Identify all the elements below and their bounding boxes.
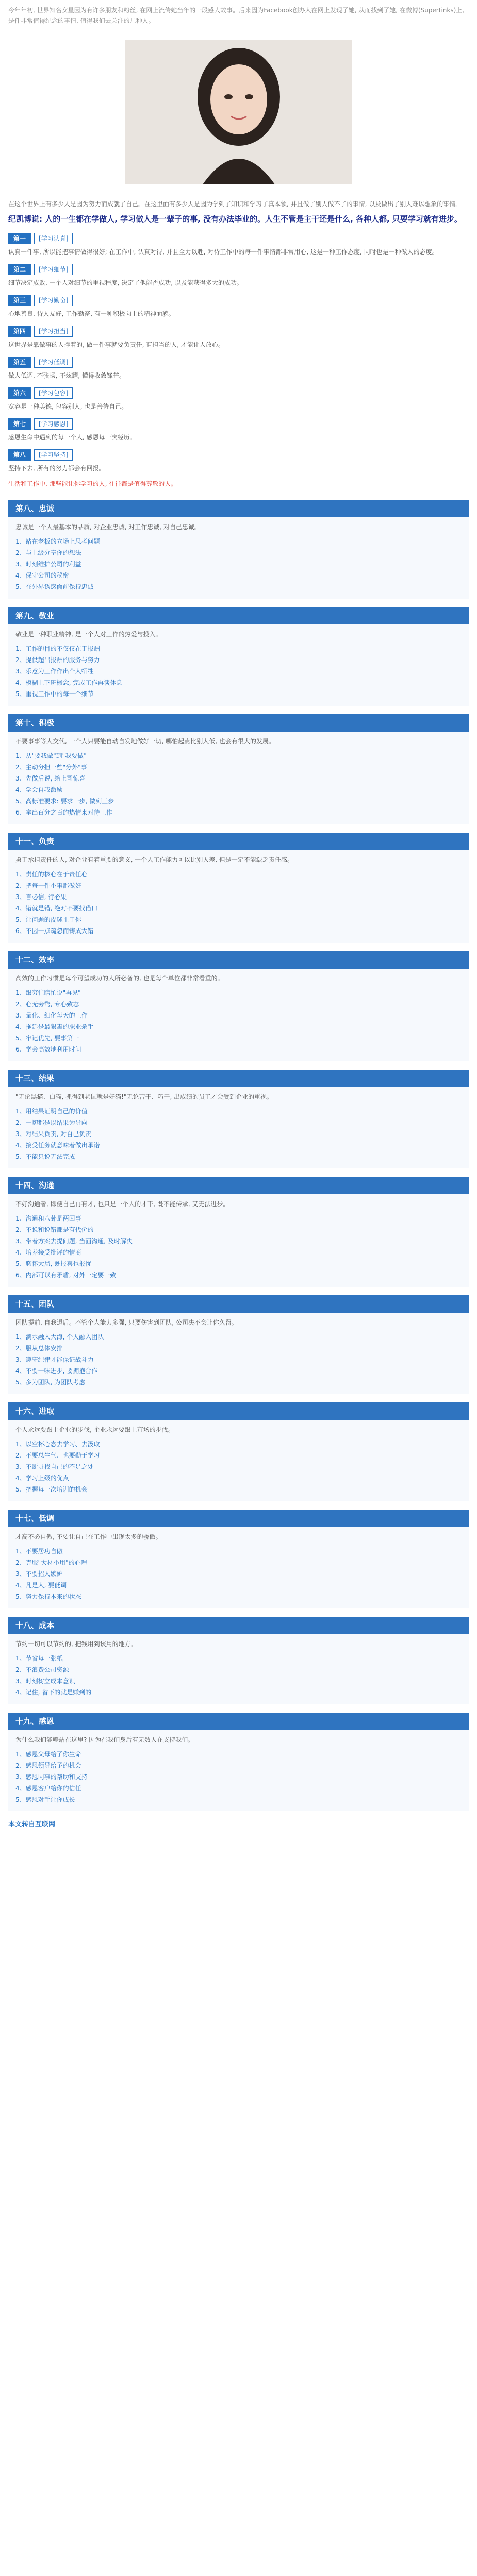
section-paragraph: 感恩生命中遇到的每一个人, 感恩每一次经历。: [8, 434, 136, 441]
section-head: [8, 295, 469, 306]
block-body: [8, 1527, 469, 1608]
block-lead: 不要事事等人交代, 一个人只要能自动自发地做好一切, 哪怕起点比别人低, 也会有很大的发展。: [15, 738, 275, 745]
block-point: 3、时刻树立成本意识: [15, 1677, 75, 1685]
block-point: 2、不要总生气、也要勤于学习: [15, 1452, 100, 1459]
section-head: [8, 387, 469, 399]
block-point: 2、一切都是以结果为导向: [15, 1119, 88, 1126]
block-point: 1、从"要我做"到"我要做": [15, 752, 87, 759]
source-note: 本文转自互联网: [8, 1821, 56, 1828]
block-point: 5、在外界诱惑面前保持忠诚: [15, 583, 94, 590]
block-title-bar: 十六、进取: [8, 1402, 469, 1420]
block-point: 3、不要招人嫉妒: [15, 1570, 63, 1578]
intro-text: 今年年初, 世界知名女星因为有许多朋友和粉丝, 在网上流传她当年的一段感人故事。后来因为Facebook创办人在网上发现了她, 从而找到了她, 在微博(Supertinks)上, 是件非常值得纪念的事情, 值得我们去关注的几种人。: [8, 7, 465, 24]
portrait-illustration: [125, 40, 352, 184]
section-paragraph: 这世界是靠做事的人撑着的, 做一件事就要负责任, 有担当的人, 才能让人放心。: [8, 341, 224, 348]
section-paragraph: 坚持下去, 所有的努力都会有回报。: [8, 465, 105, 472]
block-point: 2、不说和说错都是有代价的: [15, 1226, 94, 1233]
section-tag: [学习感恩]: [34, 418, 73, 430]
block-body: [8, 1634, 469, 1704]
block-point: 4、凡是人, 要低调: [15, 1582, 67, 1589]
blocks-list: [0, 500, 477, 1811]
section-paragraph: 细节决定成败, 一个人对细节的重视程度, 决定了他能否成功, 以及能获得多大的成功。: [8, 279, 243, 286]
block-title-bar: 十七、低调: [8, 1510, 469, 1527]
block-lead: 忠诚是一个人最基本的品质, 对企业忠诚, 对工作忠诚, 对自己忠诚。: [15, 523, 201, 531]
block-body: [8, 517, 469, 599]
block-point: 2、克服"大材小用"的心理: [15, 1559, 87, 1566]
block-point: 4、培养接受批评的情商: [15, 1249, 81, 1256]
block-point: 5、重视工作中的每一个细节: [15, 690, 94, 698]
section-number-badge: 第二: [8, 264, 31, 275]
block-point: 3、时刻维护公司的利益: [15, 561, 81, 568]
block-point: 1、沟通和八卦是两回事: [15, 1215, 81, 1222]
block-point: 2、主动分担一些"分外"事: [15, 764, 87, 771]
section-number-badge: 第四: [8, 326, 31, 337]
block-title-bar: 十四、沟通: [8, 1177, 469, 1194]
block-point: 6、内部可以有矛盾, 对外一定要一致: [15, 1272, 117, 1279]
block-point: 1、责任的核心在于责任心: [15, 871, 88, 878]
section-tag: [学习认真]: [34, 233, 73, 244]
block-point: 1、不要居功自傲: [15, 1548, 63, 1555]
section-head: [8, 326, 469, 337]
block-point: 4、接受任务就意味着做出承诺: [15, 1142, 100, 1149]
block-lead: 节约一切可以节约的, 把钱用到该用的地方。: [15, 1640, 137, 1648]
block-point: 2、感恩领导给予的机会: [15, 1762, 81, 1769]
block-point: 2、不浪费公司资源: [15, 1666, 69, 1673]
section-paragraph: 宽容是一种美德, 包容别人, 也是善待自己。: [8, 403, 128, 410]
block-title-bar: 十一、负责: [8, 833, 469, 850]
block-point: 3、乐意为工作作出个人牺牲: [15, 668, 94, 675]
block-point: 5、胸怀大局, 既报喜也报忧: [15, 1260, 92, 1267]
block-point: 1、节省每一张纸: [15, 1655, 63, 1662]
section-head: [8, 418, 469, 430]
section-tag: [学习低调]: [34, 357, 73, 368]
block-point: 1、站在老板的立场上思考问题: [15, 538, 100, 545]
section-head: [8, 264, 469, 275]
section-paragraph: 做人低调, 不张扬, 不炫耀, 懂得收敛锋芒。: [8, 372, 125, 379]
block-body: [8, 969, 469, 1061]
block-point: 5、让问题的皮球止于你: [15, 916, 81, 923]
block-point: 3、先做后说, 给上司惊喜: [15, 775, 86, 782]
block-point: 1、滴水融入大海, 个人融入团队: [15, 1333, 104, 1341]
section-number-badge: 第三: [8, 295, 31, 306]
block-body: [8, 850, 469, 943]
block-point: 5、不能只说无法完成: [15, 1153, 75, 1160]
block-point: 1、跟穷忙瞎忙说"再见": [15, 989, 81, 996]
block-point: 4、学会自我激励: [15, 786, 63, 793]
block-title-bar: 十八、成本: [8, 1617, 469, 1634]
block-title-bar: 十二、效率: [8, 951, 469, 969]
block-body: [8, 1313, 469, 1394]
section-number-badge: 第七: [8, 418, 31, 430]
block-point: 3、感恩同事的帮助和支持: [15, 1773, 88, 1781]
closing-note: 生活和工作中, 那些能让你学习的人, 往往都是值得尊敬的人。: [8, 480, 177, 487]
block-point: 4、模糊上下班概念, 完成工作再谈休息: [15, 679, 123, 686]
section-number-badge: 第六: [8, 387, 31, 399]
block-point: 3、对结果负责, 对自己负责: [15, 1130, 92, 1138]
block-lead: 勇于承担责任的人, 对企业有着重要的意义, 一个人工作能力可以比别人差, 但是一定不能缺乏责任感。: [15, 856, 293, 863]
block-point: 2、心无旁骛, 专心致志: [15, 1001, 79, 1008]
block-point: 1、感恩父母给了你生命: [15, 1751, 81, 1758]
block-point: 6、拿出百分之百的热情来对待工作: [15, 809, 112, 816]
block-body: [8, 1087, 469, 1168]
block-title-bar: 第八、忠诚: [8, 500, 469, 517]
section-tag: [学习包容]: [34, 387, 73, 399]
section-number-badge: 第五: [8, 357, 31, 368]
block-point: 6、不因一点疏忽而铸成大错: [15, 927, 94, 935]
block-point: 5、努力保持本来的状态: [15, 1593, 81, 1600]
lead-quote: 纪凯博说: 人的一生都在学做人, 学习做人是一辈子的事, 没有办法毕业的。人生不管是主干还是什么, 各种人都, 只要学习就有进步。: [8, 214, 462, 224]
section-tag: [学习勤奋]: [34, 295, 73, 306]
block-point: 4、不要一味进步, 要拥抱合作: [15, 1367, 98, 1375]
block-title-bar: 第九、敬业: [8, 607, 469, 624]
section-tag: [学习担当]: [34, 326, 73, 337]
block-point: 2、提供超出报酬的服务与努力: [15, 656, 100, 664]
photo-caption: 在这个世界上有多少人是因为努力而成就了自己。在这里面有多少人是因为学到了知识和学习了真本领, 并且做了别人做不了的事情, 以及做出了别人难以想象的事情。: [8, 200, 462, 208]
block-point: 5、多为团队, 为团队考虑: [15, 1379, 86, 1386]
block-point: 1、工作的目的不仅仅在于报酬: [15, 645, 100, 652]
block-title-bar: 十五、团队: [8, 1295, 469, 1313]
block-point: 3、遵守纪律才能保证战斗力: [15, 1356, 94, 1363]
block-point: 2、服从总体安排: [15, 1345, 63, 1352]
section-head: [8, 449, 469, 461]
block-point: 2、把每一件小事都做好: [15, 882, 81, 889]
block-point: 3、言必信, 行必果: [15, 893, 67, 901]
block-point: 5、牢记优先, 要事第一: [15, 1035, 79, 1042]
block-body: [8, 1730, 469, 1811]
section-tag: [学习坚持]: [34, 449, 73, 461]
block-point: 3、带着方案去提问题, 当面沟通, 及时解决: [15, 1238, 133, 1245]
block-point: 5、高标准要求: 要求一步, 做到三步: [15, 798, 114, 805]
block-point: 6、学会高效地利用时间: [15, 1046, 81, 1053]
section-number-badge: 第一: [8, 233, 31, 244]
block-body: [8, 732, 469, 824]
block-title-bar: 十三、结果: [8, 1070, 469, 1087]
block-point: 1、以空杯心态去学习、去汲取: [15, 1440, 100, 1448]
block-lead: 敬业是一种职业精神, 是一个人对工作的热爱与投入。: [15, 631, 162, 638]
block-body: [8, 1194, 469, 1287]
block-lead: 团队提前, 自我退后。不管个人能力多强, 只要伤害到团队, 公司决不会让你久留。: [15, 1319, 238, 1326]
section-head: [8, 357, 469, 368]
block-point: 4、拖延是最狠毒的职业杀手: [15, 1023, 94, 1030]
block-lead: "无论黑猫、白猫, 抓得到老鼠就是好猫!"无论苦干、巧干, 出成绩的员工才会受到企业的重视。: [15, 1093, 273, 1100]
portrait-image: [125, 40, 352, 184]
section-number-badge: 第八: [8, 449, 31, 461]
block-point: 5、感恩对手让你成长: [15, 1796, 75, 1803]
block-point: 4、保守公司的秘密: [15, 572, 69, 579]
block-body: [8, 1420, 469, 1501]
sections-list: [0, 233, 477, 476]
section-paragraph: 认真一件事, 所以能把事情做得很好; 在工作中, 认真对待, 并且全力以赴, 对待工作中的每一件事情都非常用心, 这是一种工作态度, 同时也是一种做人的态度。: [8, 248, 438, 256]
block-lead: 为什么我们能够站在这里? 因为在我们身后有无数人在支持我们。: [15, 1736, 194, 1743]
block-point: 3、不断寻找自己的不足之处: [15, 1463, 94, 1470]
block-point: 5、把握每一次培训的机会: [15, 1486, 88, 1493]
block-point: 3、量化、细化每天的工作: [15, 1012, 88, 1019]
block-point: 4、学习上级的优点: [15, 1475, 69, 1482]
section-paragraph: 心地善良, 待人友好, 工作勤奋, 有一种积极向上的精神面貌。: [8, 310, 175, 317]
block-point: 2、与上级分享你的想法: [15, 549, 81, 556]
block-point: 4、记住, 省下的就是赚到的: [15, 1689, 92, 1696]
block-lead: 个人永远要跟上企业的步伐, 企业永远要跟上市场的步伐。: [15, 1426, 174, 1433]
block-lead: 不好沟通者, 即便自己再有才, 也只是一个人的才干, 既不能传承, 又无法进步。: [15, 1200, 229, 1208]
section-head: [8, 233, 469, 244]
portrait-wrap: [0, 40, 477, 187]
block-title-bar: 第十、积极: [8, 714, 469, 732]
block-point: 4、错就是错, 绝对不要找借口: [15, 905, 98, 912]
block-lead: 才高不必自傲, 不要让自己在工作中出现太多的骄傲。: [15, 1533, 162, 1540]
block-point: 4、感恩客户给你的信任: [15, 1785, 81, 1792]
block-lead: 高效的工作习惯是每个可望成功的人所必备的, 也是每个单位都非常看重的。: [15, 975, 224, 982]
block-title-bar: 十九、感恩: [8, 1713, 469, 1730]
section-tag: [学习细节]: [34, 264, 73, 275]
block-point: 1、用结果证明自己的价值: [15, 1108, 88, 1115]
block-body: [8, 624, 469, 706]
